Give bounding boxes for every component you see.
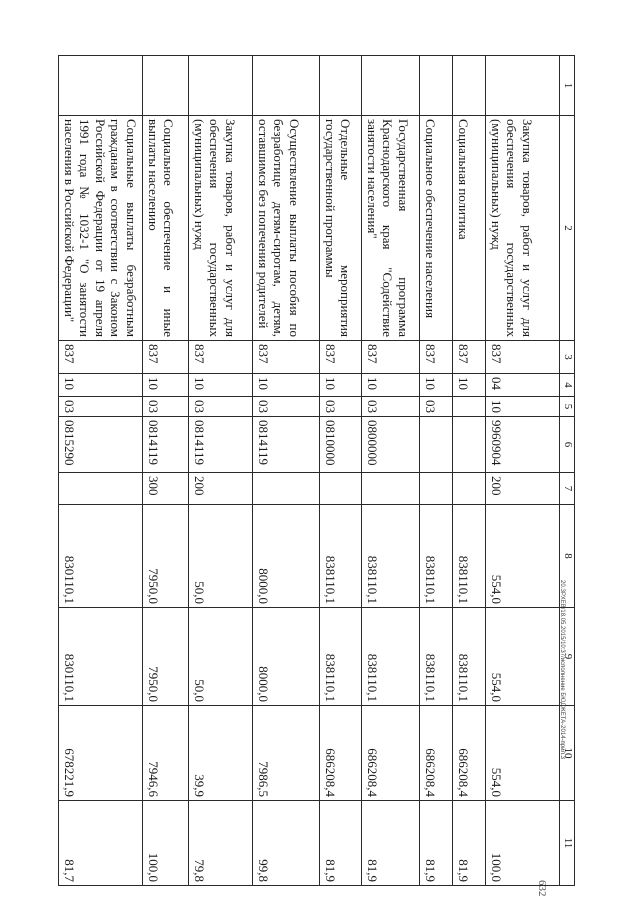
subsection-code: 03 — [143, 397, 189, 417]
column-number: 3 — [560, 341, 575, 374]
subsection-code: 03 — [253, 397, 320, 417]
subsection-code: 03 — [59, 397, 143, 417]
execution-percent: 81,9 — [453, 801, 486, 886]
rotated-page-content — [60, 55, 575, 885]
executed-amount: 7946,6 — [143, 706, 189, 801]
expense-type-code — [253, 473, 320, 505]
column-number: 5 — [560, 397, 575, 417]
expense-type-code — [59, 473, 143, 505]
subsection-code — [453, 397, 486, 417]
executed-amount: 678221,9 — [59, 706, 143, 801]
document-footer-stamp: 20.ЗРХЕВ/18.05.2015/10:37/исполнение БЮДЖЕТА-2014-прил.3 — [559, 580, 565, 759]
approved-amount: 7950,0 — [143, 505, 189, 608]
section-code: 10 — [189, 374, 253, 397]
item-name: Социальная политика — [453, 116, 486, 341]
execution-percent: 81,9 — [320, 801, 362, 886]
approved-amount: 838110,1 — [362, 505, 420, 608]
expense-type-code — [453, 473, 486, 505]
planned-amount: 830110,1 — [59, 608, 143, 706]
column-number: 4 — [560, 374, 575, 397]
ministry-code: 837 — [486, 341, 560, 374]
table-row — [453, 56, 486, 886]
expense-type-code — [362, 473, 420, 505]
item-name: Социальные выплаты безработным гражданам в соответствии с Законом Российской Федерации от 19 апреля 1991 года № 1032-1 "О занятости населения в Российской Федерации" — [59, 116, 143, 341]
planned-amount: 50,0 — [189, 608, 253, 706]
expense-type-code: 200 — [189, 473, 253, 505]
ministry-code: 837 — [189, 341, 253, 374]
section-code: 10 — [143, 374, 189, 397]
column-number: 11 — [560, 801, 575, 886]
subsection-code: 10 — [486, 397, 560, 417]
expense-type-code: 300 — [143, 473, 189, 505]
planned-amount: 838110,1 — [362, 608, 420, 706]
section-code: 10 — [320, 374, 362, 397]
approved-amount: 554,0 — [486, 505, 560, 608]
expense-type-code — [420, 473, 453, 505]
table-row — [59, 56, 143, 886]
target-article-code: 9960904 — [486, 417, 560, 473]
row-number-cell — [320, 56, 362, 116]
row-number-cell — [253, 56, 320, 116]
execution-percent: 81,9 — [420, 801, 453, 886]
execution-percent: 100,0 — [143, 801, 189, 886]
item-name: Государственная программа Краснодарского края "Содействие занятости населения" — [362, 116, 420, 341]
execution-percent: 99,8 — [253, 801, 320, 886]
row-number-cell — [59, 56, 143, 116]
ministry-code: 837 — [453, 341, 486, 374]
page-number: 632 — [536, 880, 548, 897]
table-row — [486, 56, 560, 886]
row-number-cell — [143, 56, 189, 116]
ministry-code: 837 — [143, 341, 189, 374]
ministry-code: 837 — [253, 341, 320, 374]
table-row — [253, 56, 320, 886]
item-name: Закупка товаров, работ и услуг для обеспечения государственных (муниципальных) нужд — [189, 116, 253, 341]
item-name: Социальное обеспечение и иные выплаты населению — [143, 116, 189, 341]
planned-amount: 7950,0 — [143, 608, 189, 706]
section-code: 10 — [420, 374, 453, 397]
approved-amount: 50,0 — [189, 505, 253, 608]
execution-percent: 81,7 — [59, 801, 143, 886]
column-number: 1 — [560, 56, 575, 116]
target-article-code: 0814119 — [143, 417, 189, 473]
execution-percent: 81,9 — [362, 801, 420, 886]
table-row — [362, 56, 420, 886]
ministry-code: 837 — [362, 341, 420, 374]
target-article-code — [453, 417, 486, 473]
column-number: 8 — [560, 505, 575, 608]
planned-amount: 838110,1 — [453, 608, 486, 706]
item-name: Закупка товаров, работ и услуг для обеспечения государственных (муниципальных) нужд — [486, 116, 560, 341]
section-code: 04 — [486, 374, 560, 397]
executed-amount: 686208,4 — [453, 706, 486, 801]
executed-amount: 554,0 — [486, 706, 560, 801]
table-row — [420, 56, 453, 886]
column-number-header-row — [560, 56, 575, 886]
item-name: Осуществление выплаты пособия по безработице детям-сиротам, детям, оставшимся без попечения родителей — [253, 116, 320, 341]
approved-amount: 8000,0 — [253, 505, 320, 608]
column-number: 2 — [560, 116, 575, 341]
budget-execution-table — [58, 55, 575, 886]
column-number: 6 — [560, 417, 575, 473]
planned-amount: 554,0 — [486, 608, 560, 706]
section-code: 10 — [453, 374, 486, 397]
item-name: Социальное обеспечение населения — [420, 116, 453, 341]
target-article-code — [420, 417, 453, 473]
approved-amount: 838110,1 — [320, 505, 362, 608]
target-article-code: 0814119 — [253, 417, 320, 473]
executed-amount: 7986,5 — [253, 706, 320, 801]
table-row — [189, 56, 253, 886]
section-code: 10 — [362, 374, 420, 397]
execution-percent: 79,8 — [189, 801, 253, 886]
subsection-code: 03 — [420, 397, 453, 417]
ministry-code: 837 — [420, 341, 453, 374]
planned-amount: 838110,1 — [320, 608, 362, 706]
planned-amount: 8000,0 — [253, 608, 320, 706]
row-number-cell — [189, 56, 253, 116]
table-row — [320, 56, 362, 886]
subsection-code: 03 — [320, 397, 362, 417]
column-number: 10 — [560, 706, 575, 801]
expense-type-code — [320, 473, 362, 505]
section-code: 10 — [59, 374, 143, 397]
executed-amount: 686208,4 — [362, 706, 420, 801]
target-article-code: 0814119 — [189, 417, 253, 473]
target-article-code: 0800000 — [362, 417, 420, 473]
row-number-cell — [362, 56, 420, 116]
approved-amount: 830110,1 — [59, 505, 143, 608]
executed-amount: 686208,4 — [320, 706, 362, 801]
approved-amount: 838110,1 — [453, 505, 486, 608]
item-name: Отдельные мероприятия государственной программы — [320, 116, 362, 341]
target-article-code: 0810000 — [320, 417, 362, 473]
executed-amount: 686208,4 — [420, 706, 453, 801]
expense-type-code: 200 — [486, 473, 560, 505]
subsection-code: 03 — [362, 397, 420, 417]
ministry-code: 837 — [320, 341, 362, 374]
ministry-code: 837 — [59, 341, 143, 374]
execution-percent: 100,0 — [486, 801, 560, 886]
row-number-cell — [453, 56, 486, 116]
section-code: 10 — [253, 374, 320, 397]
executed-amount: 39,9 — [189, 706, 253, 801]
planned-amount: 838110,1 — [420, 608, 453, 706]
approved-amount: 838110,1 — [420, 505, 453, 608]
row-number-cell — [420, 56, 453, 116]
row-number-cell — [486, 56, 560, 116]
subsection-code: 03 — [189, 397, 253, 417]
column-number: 7 — [560, 473, 575, 505]
column-number: 9 — [560, 608, 575, 706]
target-article-code: 0815290 — [59, 417, 143, 473]
table-row — [143, 56, 189, 886]
